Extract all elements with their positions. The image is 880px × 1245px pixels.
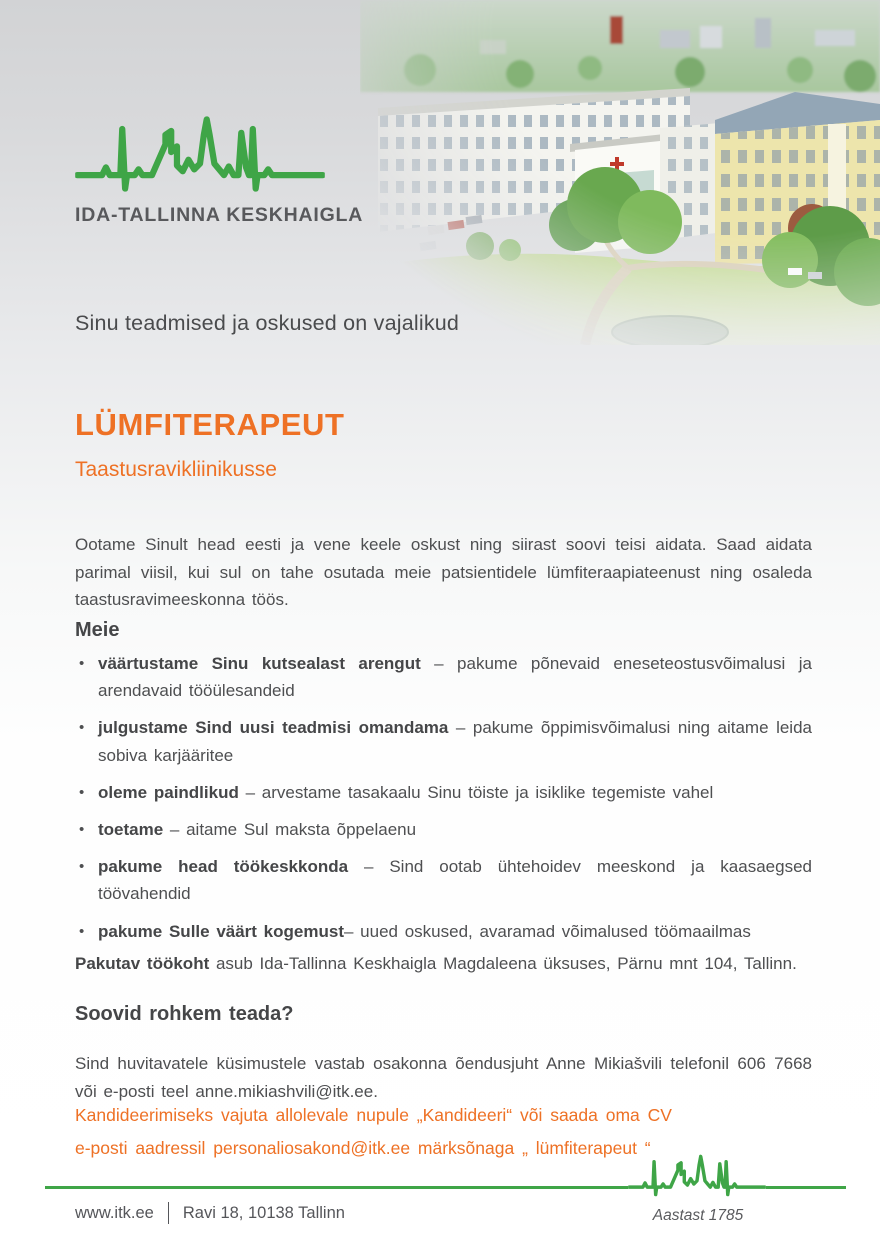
location-paragraph: Pakutav töökoht asub Ida-Tallinna Keskhaigla Magdaleena üksuses, Pärnu mnt 104, Tallinn.	[75, 954, 797, 973]
cta-line-1: Kandideerimiseks vajuta allolevale nupule „Kandideeri“ või saada oma CV	[75, 1105, 672, 1125]
separator-bar	[168, 1202, 169, 1224]
footer-ekg-skyline-icon	[628, 1149, 766, 1202]
footer-website: www.itk.ee	[75, 1203, 154, 1222]
org-logo	[75, 106, 363, 227]
offer-heading: Meie	[75, 619, 120, 641]
footer-address: Ravi 18, 10138 Tallinn	[182, 1203, 345, 1222]
hospital-aerial-photo	[360, 0, 880, 345]
job-title: LÜMFITERAPEUT	[75, 407, 345, 442]
offer-bullet: • oleme paindlikud – arvestame tasakaalu Sinu töiste ja isiklike tegemiste vahel	[75, 779, 812, 806]
offer-bullet-list	[75, 650, 812, 955]
footer-contact-row	[75, 1202, 345, 1224]
cta-line-2: e-posti aadressil personaliosakond@itk.ee märksõnaga „ lümfiterapeut “	[75, 1138, 651, 1158]
contact-paragraph: Sind huvitavatele küsimustele vastab osakonna õendusjuht Anne Mikiašvili telefonil 606 7668 või e-posti teel anne.mikiashvili@itk.ee.	[75, 1054, 812, 1101]
tagline: Sinu teadmised ja oskused on vajalikud	[75, 311, 460, 335]
org-name: IDA-TALLINNA KESKHAIGLA	[75, 204, 364, 226]
offer-bullet: • pakume head töökeskkonda – Sind ootab ühtehoidev meeskond ja kaasaegsed töövahendid	[75, 853, 812, 907]
offer-bullet: • väärtustame Sinu kutsealast arengut – pakume põnevaid eneseteostusvõimalusi ja arendavaid tööülesandeid	[75, 650, 812, 704]
offer-bullet: • toetame – aitame Sul maksta õppelaenu	[75, 816, 812, 843]
offer-bullet: • julgustame Sind uusi teadmisi omandama – pakume õppimisvõimalusi ning aitame leida sobiva karjääritee	[75, 714, 812, 768]
contact-heading: Soovid rohkem teada?	[75, 1003, 294, 1025]
ekg-skyline-icon	[75, 106, 325, 202]
footer-rule-right	[766, 1186, 846, 1189]
footer-since: Aastast 1785	[652, 1207, 744, 1224]
job-subtitle: Taastusravikliinikusse	[75, 458, 277, 481]
footer-rule-left	[45, 1186, 628, 1189]
intro-paragraph: Ootame Sinult head eesti ja vene keele oskust ning siirast soovi teisi aidata. Saad aidata parimal viisil, kui sul on tahe osutada meie patsientidele lümfiteraapiateenust ning osaleda taastusravimeeskonna töös.	[75, 535, 812, 610]
offer-bullet: • pakume Sulle väärt kogemust– uued oskused, avaramad võimalused töömaailmas	[75, 918, 812, 945]
